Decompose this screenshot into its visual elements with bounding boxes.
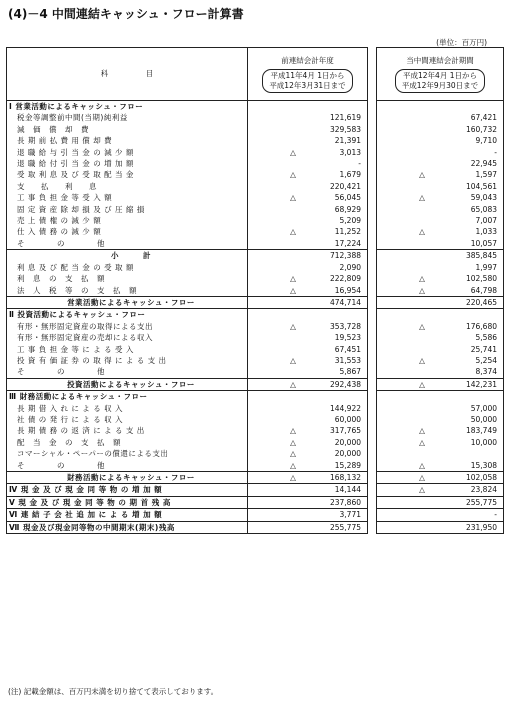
table-row — [7, 101, 504, 113]
curr-value-cell — [377, 147, 504, 158]
prev-value: 20,000 — [334, 437, 361, 447]
curr-value: 7,007 — [475, 216, 497, 226]
curr-value: 160,732 — [465, 124, 497, 134]
table-row — [7, 321, 504, 332]
curr-value: 102,058 — [465, 473, 497, 482]
curr-value: - — [494, 147, 497, 157]
row-label: 有形・無形固定資産の売却による収入 — [7, 332, 248, 343]
prev-value-cell — [248, 238, 368, 250]
table-row — [7, 403, 504, 414]
row-label: 長 期 債 務 の 返 済 に よ る 支 出 — [7, 425, 248, 436]
negative-mark: △ — [290, 321, 296, 331]
table-row — [7, 262, 504, 273]
row-label: 長 期 前 払 費 用 償 却 費 — [7, 135, 248, 146]
table-row — [7, 273, 504, 284]
curr-value: 10,057 — [470, 238, 497, 248]
curr-value-cell — [377, 226, 504, 237]
table-row — [7, 296, 504, 308]
table-row — [7, 472, 504, 484]
row-label: Ⅶ 現金及び現金同等物の中間期末(期末)残高 — [7, 521, 248, 533]
negative-mark: △ — [290, 147, 296, 157]
prev-value-cell — [248, 378, 368, 390]
curr-value: 22,945 — [470, 159, 497, 169]
table-row — [7, 226, 504, 237]
table-row — [7, 124, 504, 135]
curr-value-cell — [377, 296, 504, 308]
row-label: Ⅲ 財務活動によるキャッシュ・フロー — [7, 391, 248, 403]
row-label: 配 当 金 の 支 払 額 — [7, 437, 248, 448]
curr-value-cell — [377, 124, 504, 135]
header-prev-period — [248, 48, 368, 101]
table-row — [7, 332, 504, 343]
prev-value: 474,714 — [329, 297, 361, 307]
row-label: 受 取 利 息 及 び 受 取 配 当 金 — [7, 169, 248, 180]
row-label: コマーシャル・ペーパーの償還による支出 — [7, 448, 248, 459]
row-label: Ⅰ 営業活動によるキャッシュ・フロー — [7, 101, 248, 113]
prev-value: 222,809 — [329, 274, 361, 284]
curr-value: 102,580 — [465, 274, 497, 284]
header-account — [7, 48, 248, 101]
prev-value-cell — [248, 285, 368, 297]
curr-value-cell — [377, 484, 504, 496]
row-label: 減 価 償 却 費 — [7, 124, 248, 135]
curr-value: 142,231 — [465, 379, 497, 389]
curr-value-cell — [377, 238, 504, 250]
negative-mark: △ — [290, 193, 296, 203]
curr-value-cell — [377, 321, 504, 332]
negative-mark: △ — [419, 473, 425, 482]
curr-value-cell — [377, 391, 504, 403]
table-row — [7, 521, 504, 533]
negative-mark: △ — [419, 170, 425, 180]
negative-mark: △ — [290, 449, 296, 459]
negative-mark: △ — [290, 227, 296, 237]
prev-value-cell — [248, 355, 368, 366]
negative-mark: △ — [290, 285, 296, 295]
prev-value-cell — [248, 366, 368, 378]
row-label: 退 職 給 与 引 当 金 の 減 少 額 — [7, 147, 248, 158]
curr-value-cell — [377, 378, 504, 390]
prev-value: - — [358, 159, 361, 169]
row-label: 売 上 債 権 の 減 少 額 — [7, 215, 248, 226]
prev-value: 17,224 — [334, 238, 361, 248]
negative-mark: △ — [419, 321, 425, 331]
curr-value: 5,254 — [475, 355, 497, 365]
prev-value-cell — [248, 135, 368, 146]
curr-value: 5,586 — [475, 333, 497, 343]
prev-value-cell — [248, 101, 368, 113]
prev-value-cell — [248, 215, 368, 226]
table-row — [7, 147, 504, 158]
curr-value-cell — [377, 366, 504, 378]
page-title: (4)－4 中間連結キャッシュ・フロー計算書 — [8, 7, 244, 21]
negative-mark: △ — [419, 227, 425, 237]
row-label: Ⅱ 投資活動によるキャッシュ・フロー — [7, 309, 248, 321]
negative-mark: △ — [419, 355, 425, 365]
prev-value-cell — [248, 391, 368, 403]
curr-value: 65,083 — [470, 204, 497, 214]
prev-value: 15,289 — [334, 460, 361, 470]
curr-value: 183,749 — [465, 426, 497, 436]
table-row — [7, 509, 504, 521]
prev-value-cell — [248, 250, 368, 262]
negative-mark: △ — [290, 473, 296, 482]
header-prev-period-2: 平成12年3月31日まで — [269, 81, 346, 90]
curr-value-cell — [377, 344, 504, 355]
prev-value-cell — [248, 158, 368, 169]
header-curr-period-2: 平成12年9月30日まで — [401, 81, 479, 90]
curr-value-cell — [377, 204, 504, 215]
prev-value: 20,000 — [334, 449, 361, 459]
row-label: 利 息 及 び 配 当 金 の 受 取 額 — [7, 262, 248, 273]
prev-value: 144,922 — [329, 403, 361, 413]
prev-value: 1,679 — [339, 170, 361, 180]
curr-value-cell — [377, 460, 504, 472]
row-label: 投資活動によるキャッシュ・フロー — [7, 378, 248, 390]
row-label: そ の 他 — [7, 238, 248, 250]
prev-value: 31,553 — [334, 355, 361, 365]
prev-value-cell — [248, 344, 368, 355]
curr-value-cell — [377, 414, 504, 425]
table-body — [7, 101, 504, 534]
negative-mark: △ — [419, 285, 425, 295]
table-header-row — [7, 48, 504, 101]
prev-value: 3,771 — [339, 510, 361, 520]
prev-value: 3,013 — [339, 147, 361, 157]
curr-value-cell — [377, 521, 504, 533]
prev-value-cell — [248, 124, 368, 135]
row-label: 退 職 給 付 引 当 金 の 増 加 額 — [7, 158, 248, 169]
prev-value: 14,144 — [334, 485, 361, 495]
prev-value-cell — [248, 309, 368, 321]
curr-value: 176,680 — [465, 321, 497, 331]
prev-value-cell — [248, 472, 368, 484]
prev-value-cell — [248, 448, 368, 459]
curr-value: 10,000 — [470, 437, 497, 447]
row-label: Ⅵ 連 結 子 会 社 追 加 に よ る 増 加 額 — [7, 509, 248, 521]
prev-value-cell — [248, 169, 368, 180]
row-label: Ⅴ 現 金 及 び 現 金 同 等 物 の 期 首 残 高 — [7, 496, 248, 508]
negative-mark: △ — [290, 274, 296, 284]
negative-mark: △ — [290, 379, 296, 389]
prev-value-cell — [248, 204, 368, 215]
curr-value-cell — [377, 448, 504, 459]
prev-value-cell — [248, 273, 368, 284]
prev-value-cell — [248, 321, 368, 332]
table-row — [7, 204, 504, 215]
curr-value: 67,421 — [470, 113, 497, 123]
row-label: 利 息 の 支 払 額 — [7, 273, 248, 284]
curr-value-cell — [377, 215, 504, 226]
table-row — [7, 460, 504, 472]
curr-value: 57,000 — [470, 403, 497, 413]
prev-value-cell — [248, 425, 368, 436]
curr-value-cell — [377, 112, 504, 123]
table-row — [7, 181, 504, 192]
prev-value: 121,619 — [329, 113, 361, 123]
curr-value-cell — [377, 285, 504, 297]
negative-mark: △ — [290, 426, 296, 436]
prev-value-cell — [248, 403, 368, 414]
curr-value: 104,561 — [465, 181, 497, 191]
curr-value-cell — [377, 273, 504, 284]
prev-value: 60,000 — [334, 414, 361, 424]
table-row — [7, 496, 504, 508]
table-row — [7, 484, 504, 496]
prev-value: 11,252 — [334, 227, 361, 237]
curr-value-cell — [377, 472, 504, 484]
table-row — [7, 378, 504, 390]
table-row — [7, 192, 504, 203]
prev-value: 56,045 — [334, 193, 361, 203]
curr-value: 255,775 — [465, 497, 497, 507]
curr-value: 25,741 — [470, 344, 497, 354]
negative-mark: △ — [290, 355, 296, 365]
table-row — [7, 366, 504, 378]
prev-value-cell — [248, 496, 368, 508]
negative-mark: △ — [419, 460, 425, 470]
prev-value-cell — [248, 521, 368, 533]
header-curr-period-box — [395, 69, 485, 93]
prev-value: 292,438 — [329, 379, 361, 389]
header-curr-period — [377, 48, 504, 101]
prev-value: 5,209 — [339, 216, 361, 226]
table-row — [7, 414, 504, 425]
prev-value-cell — [248, 332, 368, 343]
row-label: 長 期 借 入 れ に よ る 収 入 — [7, 403, 248, 414]
prev-value: 21,391 — [334, 136, 361, 146]
header-prev-period-box — [262, 69, 352, 93]
prev-value: 220,421 — [329, 181, 361, 191]
row-label: 固 定 資 産 除 却 損 及 び 圧 縮 損 — [7, 204, 248, 215]
table-row — [7, 448, 504, 459]
table-row — [7, 238, 504, 250]
curr-value-cell — [377, 158, 504, 169]
curr-value-cell — [377, 181, 504, 192]
curr-value: 15,308 — [470, 460, 497, 470]
row-label: Ⅳ 現 金 及 び 現 金 同 等 物 の 増 加 額 — [7, 484, 248, 496]
curr-value-cell — [377, 332, 504, 343]
curr-value-cell — [377, 135, 504, 146]
curr-value: 1,033 — [475, 227, 497, 237]
curr-value: 220,465 — [465, 297, 497, 307]
prev-value: 19,523 — [334, 333, 361, 343]
curr-value: 9,710 — [475, 136, 497, 146]
prev-value-cell — [248, 484, 368, 496]
curr-value: 50,000 — [470, 414, 497, 424]
prev-value: 712,388 — [329, 251, 361, 261]
prev-value-cell — [248, 112, 368, 123]
row-label: そ の 他 — [7, 460, 248, 472]
negative-mark: △ — [419, 485, 425, 495]
row-label: 仕 入 債 務 の 減 少 額 — [7, 226, 248, 237]
prev-value-cell — [248, 226, 368, 237]
prev-value-cell — [248, 414, 368, 425]
row-label: 工 事 負 担 金 等 に よ る 受 入 — [7, 344, 248, 355]
header-curr-title: 当中間連結会計期間 — [406, 56, 474, 65]
curr-value-cell — [377, 250, 504, 262]
curr-value: 23,824 — [470, 485, 497, 495]
row-label: 投 資 有 価 証 券 の 取 得 に よ る 支 出 — [7, 355, 248, 366]
prev-value: 67,451 — [334, 344, 361, 354]
row-label: そ の 他 — [7, 366, 248, 378]
cash-flow-table — [6, 47, 504, 534]
prev-value: 168,132 — [329, 473, 361, 482]
row-label: 有形・無形固定資産の取得による支出 — [7, 321, 248, 332]
header-account-label: 科 目 — [100, 69, 154, 78]
curr-value-cell — [377, 403, 504, 414]
curr-value: 1,997 — [475, 262, 497, 272]
curr-value-cell — [377, 425, 504, 436]
table-row — [7, 355, 504, 366]
prev-value-cell — [248, 147, 368, 158]
negative-mark: △ — [419, 437, 425, 447]
row-label: 法 人 税 等 の 支 払 額 — [7, 285, 248, 297]
header-prev-title: 前連結会計年度 — [281, 56, 334, 65]
negative-mark: △ — [419, 426, 425, 436]
prev-value-cell — [248, 437, 368, 448]
footnote: (注) 記載金額は、百万円未満を切り捨てて表示しております。 — [8, 687, 219, 696]
curr-value-cell — [377, 262, 504, 273]
prev-value: 16,954 — [334, 285, 361, 295]
curr-value: - — [494, 510, 497, 520]
prev-value: 353,728 — [329, 321, 361, 331]
prev-value: 2,090 — [339, 262, 361, 272]
negative-mark: △ — [290, 460, 296, 470]
row-label: 支 払 利 息 — [7, 181, 248, 192]
row-label: 社 債 の 発 行 に よ る 収 入 — [7, 414, 248, 425]
prev-value-cell — [248, 192, 368, 203]
negative-mark: △ — [290, 437, 296, 447]
prev-value: 237,860 — [329, 497, 361, 507]
negative-mark: △ — [419, 379, 425, 389]
unit-label: (単位：百万円) — [436, 38, 487, 47]
curr-value: 59,043 — [470, 193, 497, 203]
prev-value-cell — [248, 509, 368, 521]
prev-value: 317,765 — [329, 426, 361, 436]
table-row — [7, 391, 504, 403]
row-label: 財務活動によるキャッシュ・フロー — [7, 472, 248, 484]
table-row — [7, 112, 504, 123]
prev-value: 255,775 — [329, 522, 361, 532]
curr-value-cell — [377, 169, 504, 180]
prev-value-cell — [248, 460, 368, 472]
negative-mark: △ — [419, 193, 425, 203]
header-prev-period-1: 平成11年4月 1日から — [270, 71, 345, 80]
curr-value-cell — [377, 509, 504, 521]
curr-value: 64,798 — [470, 285, 497, 295]
table-row — [7, 158, 504, 169]
curr-value-cell — [377, 437, 504, 448]
table-row — [7, 169, 504, 180]
curr-value-cell — [377, 355, 504, 366]
table-row — [7, 344, 504, 355]
curr-value-cell — [377, 309, 504, 321]
prev-value-cell — [248, 296, 368, 308]
prev-value-cell — [248, 262, 368, 273]
curr-value: 8,374 — [475, 367, 497, 377]
row-label: 小 計 — [7, 250, 248, 262]
prev-value: 68,929 — [334, 204, 361, 214]
table-row — [7, 250, 504, 262]
row-label: 工 事 負 担 金 等 受 入 額 — [7, 192, 248, 203]
header-curr-period-1: 平成12年4月 1日から — [403, 71, 477, 80]
curr-value-cell — [377, 192, 504, 203]
prev-value-cell — [248, 181, 368, 192]
prev-value: 5,867 — [339, 367, 361, 377]
curr-value: 231,950 — [465, 522, 497, 532]
curr-value-cell — [377, 496, 504, 508]
table-row — [7, 285, 504, 297]
negative-mark: △ — [419, 274, 425, 284]
table-row — [7, 215, 504, 226]
negative-mark: △ — [290, 170, 296, 180]
row-label: 税金等調整前中間(当期)純利益 — [7, 112, 248, 123]
curr-value-cell — [377, 101, 504, 113]
curr-value: 1,597 — [475, 170, 497, 180]
curr-value: 385,845 — [465, 251, 497, 261]
table-row — [7, 437, 504, 448]
table-row — [7, 309, 504, 321]
row-label: 営業活動によるキャッシュ・フロー — [7, 296, 248, 308]
table-row — [7, 135, 504, 146]
table-row — [7, 425, 504, 436]
prev-value: 329,583 — [329, 124, 361, 134]
